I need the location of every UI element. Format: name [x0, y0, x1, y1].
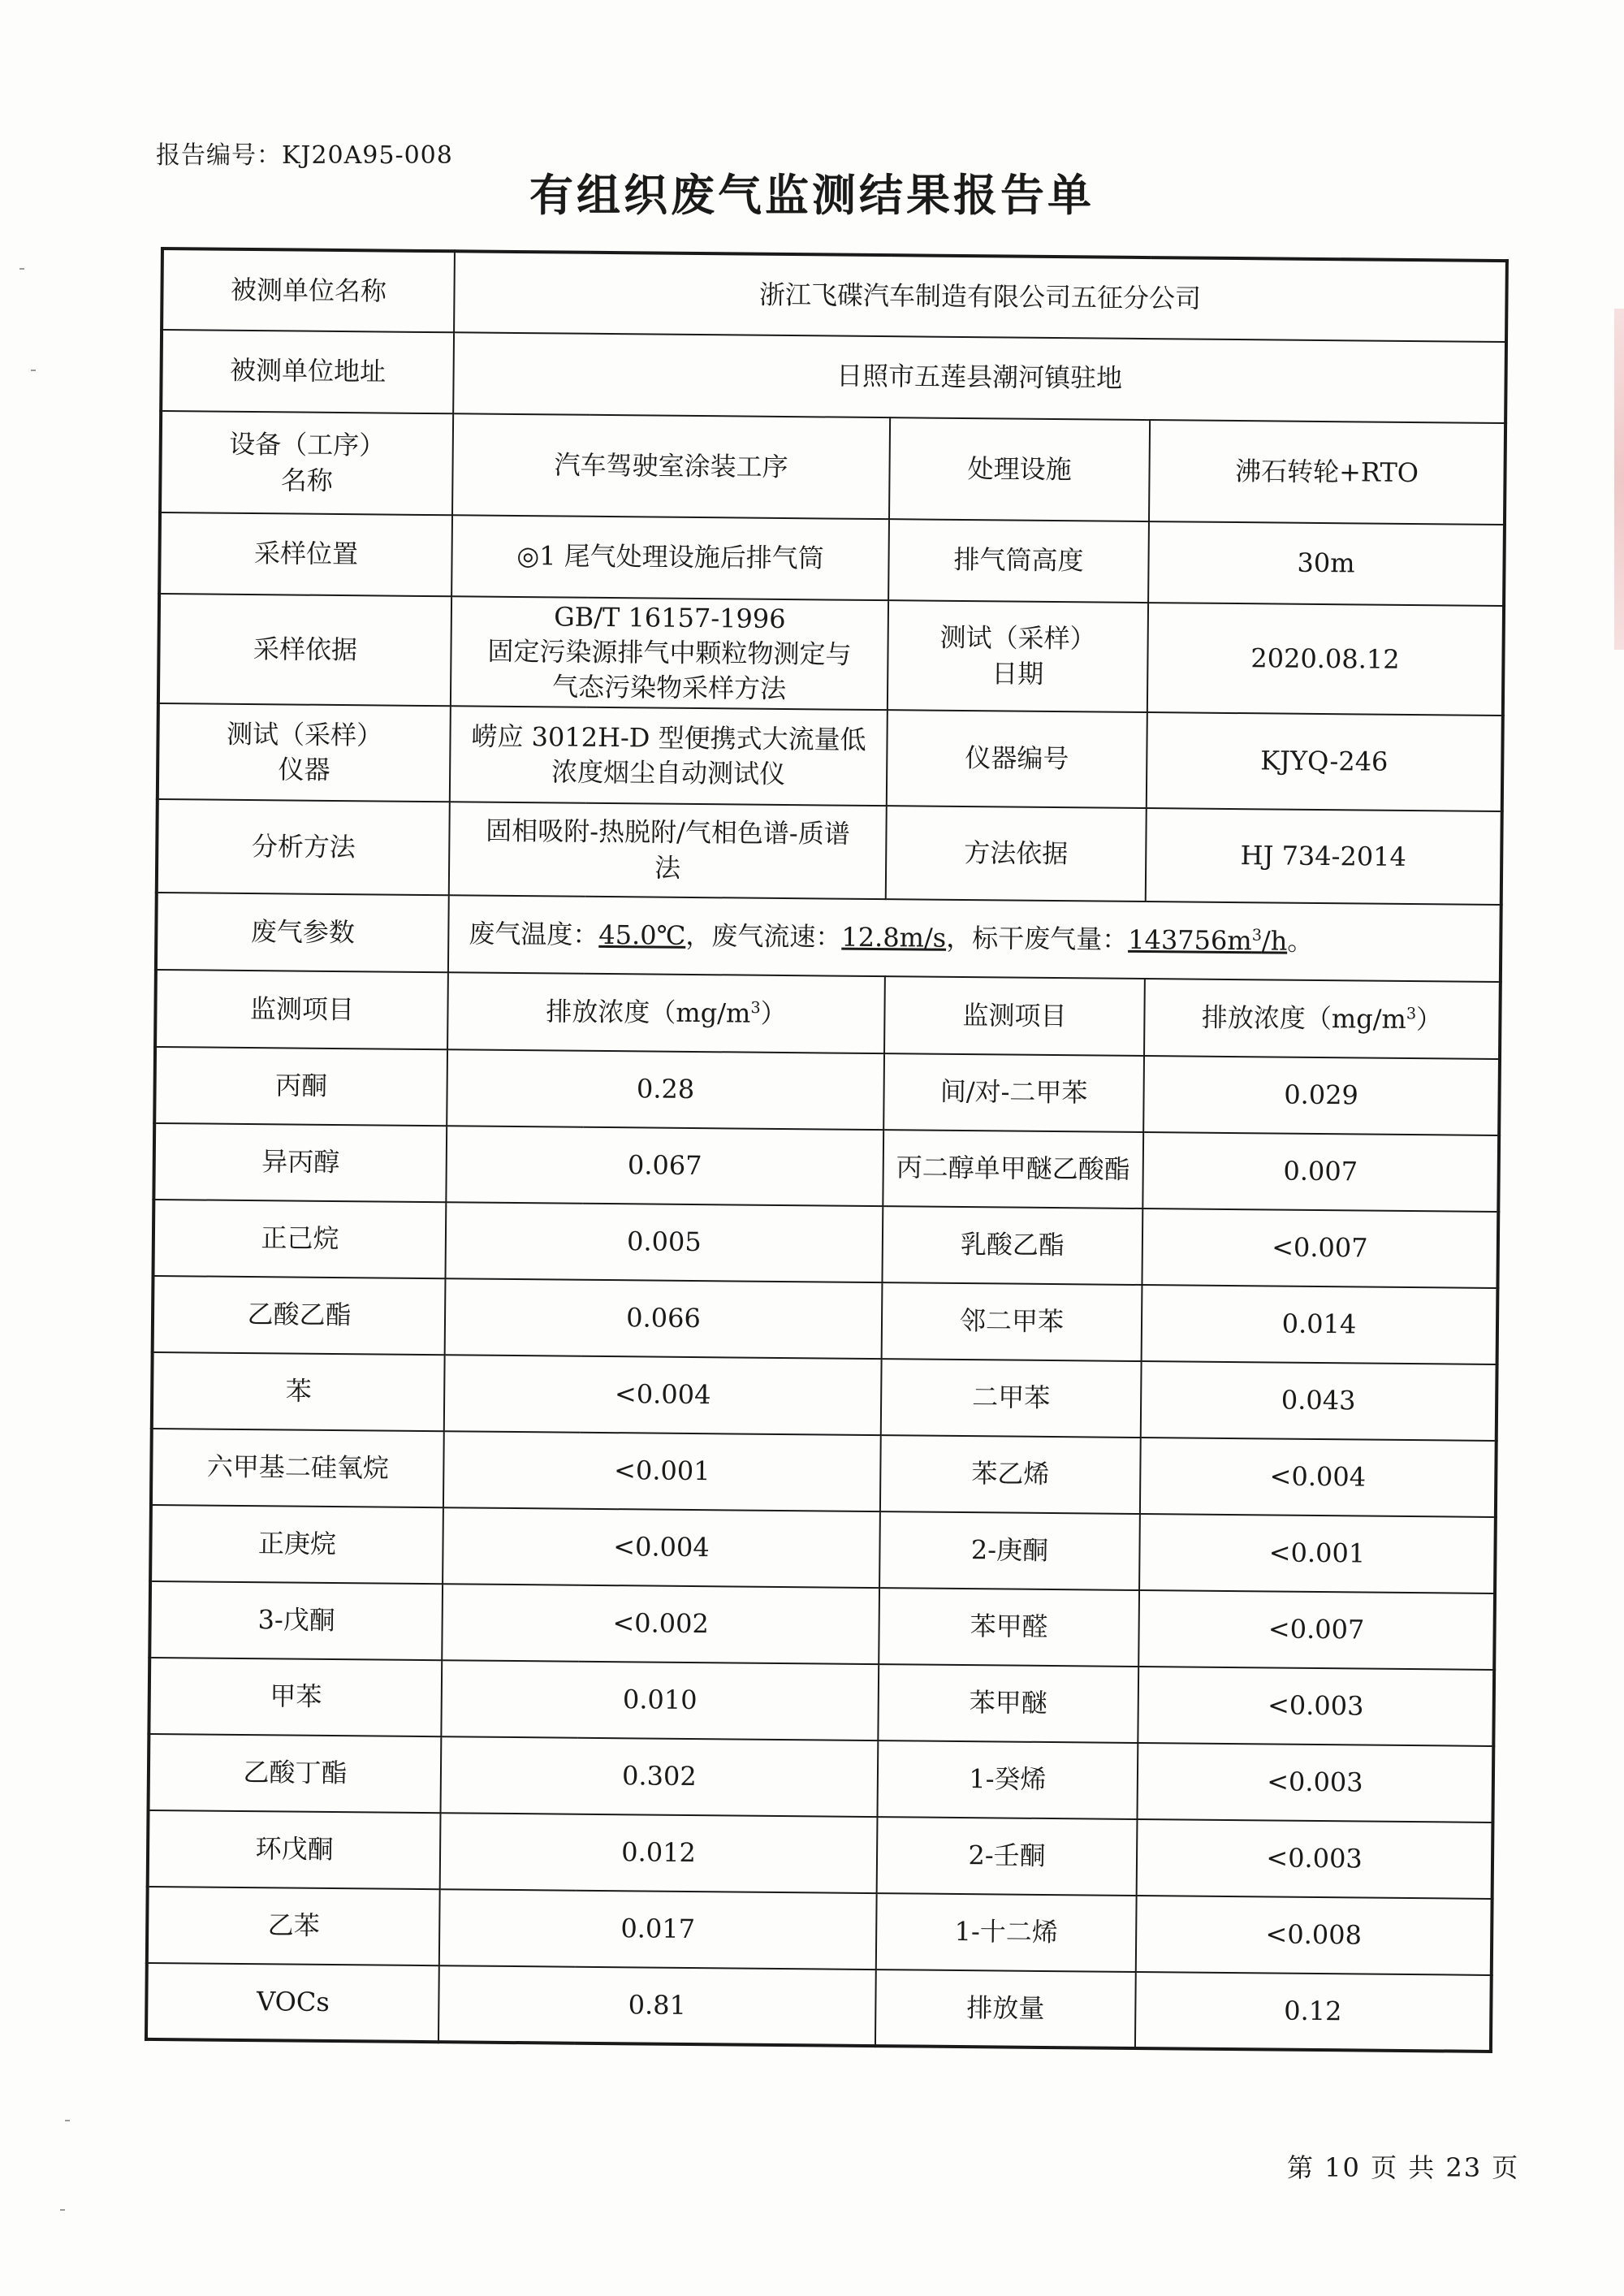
sampling-basis-value [451, 596, 888, 710]
unit-address-label: 被测单位地址 [161, 330, 454, 413]
table-row [152, 1352, 1497, 1441]
left-value: <0.001 [443, 1431, 881, 1511]
right-value: <0.008 [1136, 1896, 1492, 1975]
header-conc-end: ） [760, 997, 787, 1029]
right-value: <0.003 [1137, 1819, 1493, 1899]
equipment-label [160, 411, 453, 515]
left-item: 苯 [152, 1352, 445, 1431]
right-item: 苯甲醛 [879, 1588, 1139, 1667]
left-item: 正己烷 [153, 1200, 447, 1278]
unit-name-value: 浙江飞碟汽车制造有限公司五征分公司 [454, 251, 1507, 342]
instrument-label-line1: 测试（采样） [226, 718, 383, 751]
sampling-basis-line1: GB/T 16157-1996 [553, 601, 786, 634]
gas-flow-unit: /h [1261, 925, 1288, 957]
right-item: 1-十二烯 [876, 1893, 1137, 1972]
header-item-left: 监测项目 [155, 970, 448, 1049]
row-unit-name [162, 249, 1507, 342]
row-table-header [155, 970, 1501, 1059]
left-value: 0.017 [439, 1889, 877, 1970]
page-title: 有组织废气监测结果报告单 [529, 169, 1095, 221]
left-value: <0.002 [442, 1584, 879, 1664]
left-item: VOCs [146, 1963, 439, 2042]
left-item: 六甲基二硅氧烷 [151, 1429, 444, 1507]
table-row [148, 1810, 1493, 1899]
instrument-value [450, 706, 888, 806]
right-item: 邻二甲苯 [882, 1282, 1142, 1361]
header-conc-end: ） [1415, 1003, 1443, 1036]
gas-params-value [448, 895, 1501, 982]
analysis-method-value [449, 802, 887, 899]
analysis-method-label: 分析方法 [157, 799, 450, 895]
row-sampling-basis [158, 594, 1504, 716]
right-value: <0.003 [1138, 1667, 1494, 1746]
gas-flow-value [1128, 924, 1287, 957]
left-item: 丙酮 [154, 1047, 447, 1126]
gas-speed-value: 12.8m/s [841, 921, 947, 953]
analysis-method-line1: 固相吸附-热脱附/气相色谱-质谱 [486, 815, 850, 850]
instrument-label [158, 703, 451, 802]
right-value: 0.014 [1142, 1285, 1498, 1364]
right-item: 二甲苯 [881, 1359, 1142, 1438]
left-item: 异丙醇 [153, 1123, 447, 1202]
right-item: 苯甲醚 [878, 1664, 1138, 1743]
table-row [149, 1658, 1494, 1746]
analysis-method-line2: 法 [654, 852, 681, 884]
right-item: 排放量 [875, 1970, 1136, 2048]
table-row [153, 1123, 1499, 1212]
scan-speck [60, 2209, 65, 2211]
right-item: 2-庚酮 [879, 1511, 1140, 1590]
row-instrument [158, 703, 1503, 811]
left-value: 0.28 [447, 1049, 884, 1130]
test-date-value: 2020.08.12 [1147, 603, 1504, 716]
sampling-basis-line3: 气态污染物采样方法 [551, 671, 787, 705]
row-sampling-location [159, 512, 1505, 606]
sampling-location-label: 采样位置 [159, 512, 452, 596]
right-value: <0.003 [1137, 1743, 1493, 1823]
gas-temp-label: 废气温度： [469, 918, 599, 950]
instrument-no-value: KJYQ-246 [1147, 712, 1503, 811]
table-row [150, 1505, 1496, 1593]
header-conc-sup: 3 [750, 997, 761, 1017]
test-date-label-line1: 测试（采样） [939, 622, 1096, 655]
instrument-line2: 浓度烟尘自动测试仪 [551, 756, 786, 790]
right-item: 1-癸烯 [877, 1740, 1138, 1819]
right-value: <0.007 [1142, 1209, 1498, 1288]
test-date-label-line2: 日期 [991, 657, 1044, 690]
right-item: 2-壬酮 [877, 1817, 1138, 1896]
red-seal-edge [1614, 309, 1624, 650]
scan-speck [65, 2120, 70, 2121]
left-item: 3-戊酮 [149, 1581, 443, 1660]
method-basis-value: HJ 734-2014 [1146, 808, 1502, 905]
left-value: <0.004 [444, 1355, 882, 1435]
right-item: 间/对-二甲苯 [883, 1053, 1144, 1132]
right-value: 0.043 [1141, 1361, 1497, 1441]
right-item: 苯乙烯 [880, 1435, 1141, 1514]
left-value: 0.005 [445, 1202, 883, 1282]
sampling-basis-line2: 固定污染源排气中颗粒物测定与 [487, 635, 852, 670]
gas-flow-number: 143756m [1128, 923, 1252, 957]
report-number: 报告编号：KJ20A95-008 [156, 141, 453, 170]
right-value: 0.029 [1143, 1056, 1500, 1135]
unit-name-label: 被测单位名称 [162, 249, 455, 332]
gas-params-end: 。 [1287, 925, 1314, 957]
table-row [146, 1963, 1492, 2052]
left-value: 0.066 [445, 1278, 883, 1359]
right-item: 丙二醇单甲醚乙酸酯 [883, 1130, 1143, 1209]
instrument-no-label: 仪器编号 [887, 710, 1147, 808]
row-equipment [160, 411, 1505, 525]
stack-height-value: 30m [1148, 521, 1505, 606]
row-unit-address [161, 330, 1506, 423]
facility-label: 处理设施 [889, 417, 1150, 521]
table-row [154, 1047, 1500, 1135]
scan-speck [19, 268, 24, 270]
table-row [153, 1276, 1498, 1364]
table-row [149, 1581, 1495, 1670]
header-conc-left [447, 972, 885, 1053]
header-item-right: 监测项目 [884, 976, 1145, 1056]
header-conc-text: 排放浓度（mg/m [1201, 1001, 1406, 1035]
header-conc-text: 排放浓度（mg/m [546, 996, 751, 1029]
stack-height-label: 排气筒高度 [888, 519, 1149, 603]
equipment-label-line2: 名称 [280, 464, 334, 496]
left-item: 正庚烷 [150, 1505, 443, 1584]
left-item: 环戊酮 [148, 1810, 441, 1889]
left-value: 0.302 [441, 1736, 879, 1817]
unit-address-value: 日照市五莲县潮河镇驻地 [453, 332, 1506, 423]
left-item: 乙酸乙酯 [153, 1276, 446, 1355]
equipment-label-line1: 设备（工序） [229, 429, 386, 461]
method-basis-label: 方法依据 [886, 806, 1147, 902]
scan-speck [31, 370, 36, 371]
page-footer: 第 10 页 共 23 页 [1287, 2152, 1520, 2183]
result-table [145, 247, 1509, 2053]
equipment-value: 汽车驾驶室涂装工序 [452, 413, 890, 519]
right-value: <0.004 [1140, 1438, 1497, 1517]
instrument-label-line2: 仪器 [278, 754, 330, 785]
left-item: 甲苯 [149, 1658, 442, 1736]
row-gas-params [156, 893, 1501, 982]
left-value: 0.81 [438, 1965, 876, 2046]
gas-temp-value: 45.0℃ [598, 919, 686, 951]
sampling-basis-label: 采样依据 [158, 594, 451, 706]
left-value: 0.012 [440, 1813, 878, 1893]
right-item: 乳酸乙酯 [882, 1206, 1142, 1285]
left-item: 乙苯 [147, 1887, 440, 1965]
facility-value: 沸石转轮+RTO [1149, 420, 1505, 525]
sampling-location-value: ◎1 尾气处理设施后排气筒 [451, 515, 889, 600]
left-value: 0.010 [441, 1660, 879, 1740]
header-conc-sup: 3 [1406, 1004, 1417, 1023]
gas-flow-sup: 3 [1251, 925, 1263, 945]
instrument-line1: 崂应 3012H-D 型便携式大流量低 [471, 720, 866, 755]
test-date-label [888, 600, 1148, 712]
left-value: <0.004 [443, 1507, 880, 1588]
gas-params-label: 废气参数 [156, 893, 449, 972]
table-row [153, 1200, 1499, 1288]
right-value: 0.12 [1135, 1972, 1492, 2052]
gas-speed-label: ，废气流速： [685, 919, 842, 953]
left-value: 0.067 [446, 1126, 883, 1206]
table-row [151, 1429, 1497, 1517]
table-row [149, 1734, 1494, 1823]
left-item: 乙酸丁酯 [149, 1734, 442, 1813]
table-row [147, 1887, 1492, 1975]
right-value: <0.001 [1139, 1514, 1496, 1593]
row-analysis-method [157, 799, 1502, 905]
right-value: <0.007 [1138, 1590, 1495, 1670]
gas-flow-label: ，标干废气量： [946, 922, 1129, 955]
header-conc-right [1144, 979, 1501, 1059]
right-value: 0.007 [1142, 1132, 1499, 1212]
